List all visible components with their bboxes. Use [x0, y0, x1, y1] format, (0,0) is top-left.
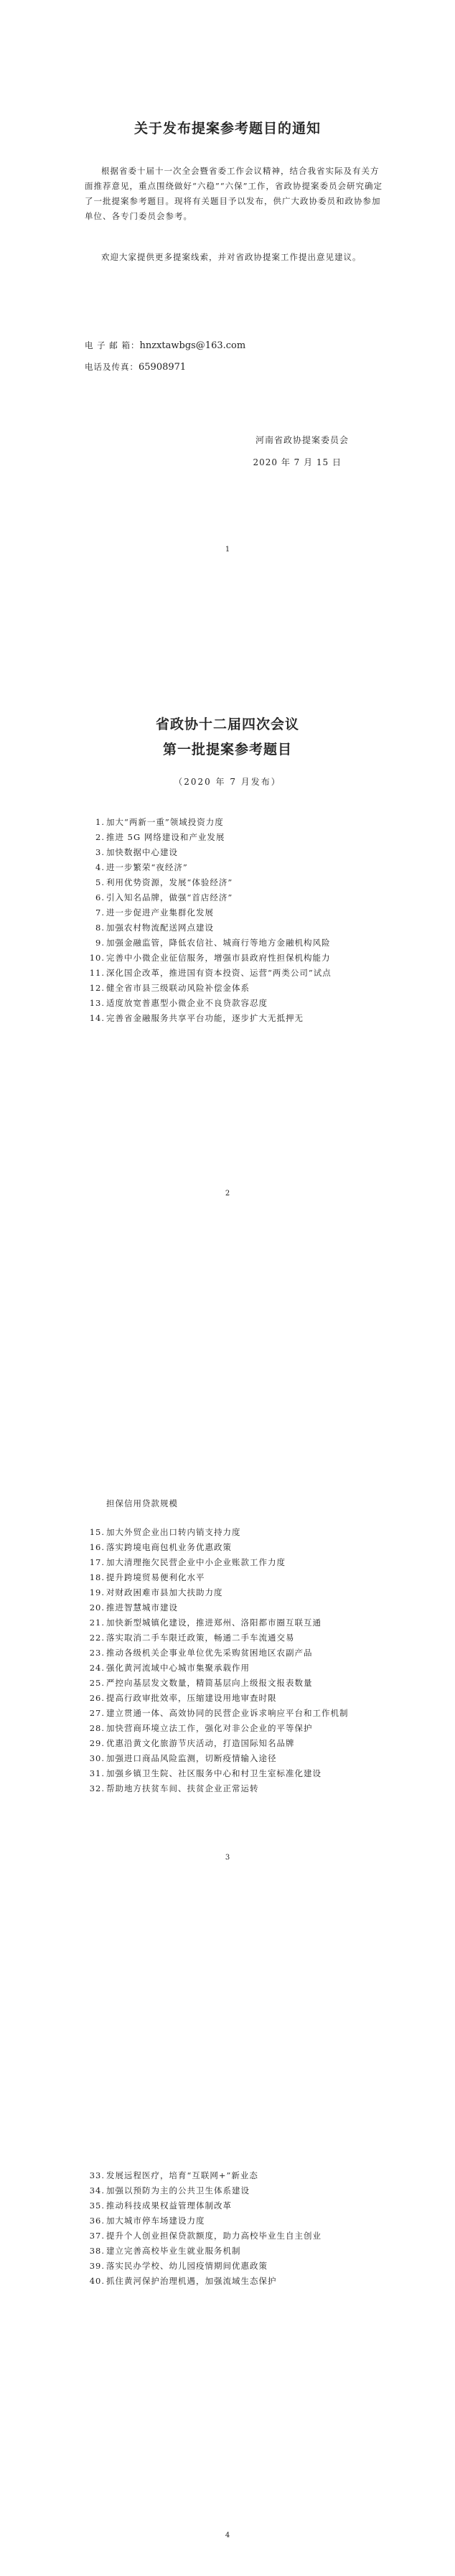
topic-number: 12. [89, 983, 105, 993]
topic-number: 16. [89, 1542, 105, 1552]
topic-item [79, 1585, 388, 1600]
topic-text: 推进 5G 网络建设和产业发展 [106, 832, 225, 842]
topic-item [79, 996, 388, 1011]
topic-text: 落实跨境电商包机业务优惠政策 [106, 1542, 232, 1552]
topic-item [79, 2198, 388, 2213]
notice-title: 关于发布提案参考题目的通知 [133, 121, 321, 136]
topic-text: 进一步促进产业集群化发展 [106, 907, 214, 918]
topic-item [79, 1661, 388, 1676]
topic-text: 加强进口商品风险监测，切断疫情输入途径 [106, 1753, 277, 1763]
topic-item [79, 905, 388, 920]
topic-item [79, 1676, 388, 1691]
topic-text: 抓住黄河保护治理机遇，加强流域生态保护 [106, 2276, 277, 2286]
topic-text: 加强以预防为主的公共卫生体系建设 [106, 2185, 250, 2195]
topic-item [79, 1630, 388, 1646]
phone-value: 65908971 [139, 362, 187, 373]
topic-text: 强化黄河流域中心城市集聚承载作用 [106, 1663, 250, 1673]
page-number: 3 [225, 1854, 230, 1862]
topic-item [79, 2259, 388, 2274]
email-line [85, 340, 245, 351]
topic-item [79, 815, 388, 830]
phone-label: 电话及传真： [85, 362, 139, 372]
topic-list-section [79, 1525, 388, 1796]
topic-text: 加大外贸企业出口转内销支持力度 [106, 1527, 241, 1537]
topic-list-section [79, 815, 388, 1026]
topic-number: 29. [89, 1738, 105, 1748]
topic-text: 严控向基层发文数量，精简基层向上级报文报表数量 [106, 1678, 313, 1688]
topic-item [79, 1011, 388, 1026]
topic-number: 35. [89, 2201, 105, 2211]
topic-item [79, 2183, 388, 2198]
topic-number: 30. [89, 1753, 105, 1763]
topic-text: 完善中小微企业征信服务，增强市县政府性担保机构能力 [106, 953, 331, 963]
topic-number: 6. [95, 892, 105, 902]
topic-number: 5. [95, 877, 105, 887]
topic-number: 22. [89, 1633, 105, 1643]
topic-item [79, 1766, 388, 1781]
topic-item [79, 2274, 388, 2289]
topic-item [79, 966, 388, 981]
topic-text: 加强金融监管，降低农信社、城商行等地方金融机构风险 [106, 938, 331, 948]
topic-text: 加强农村物流配送网点建设 [106, 923, 214, 933]
notice-intro-paragraph: 根据省委十届十一次全会暨省委工作会议精神，结合我省实际及有关方面推荐意见，重点围绕做好“六稳”“六保”工作，省政协提案委员会研究确定了一批提案参考题目。现将有关题目予以发布，供广大政协委员和政协参加单位、各专门委员会参考。 [85, 166, 383, 221]
topic-number: 23. [89, 1648, 105, 1658]
topic-number: 4. [95, 862, 105, 872]
topic-number: 11. [89, 968, 105, 978]
signature-org: 河南省政协提案委员会 [255, 435, 349, 445]
topic-item [79, 2168, 388, 2183]
page-number: 2 [225, 1190, 230, 1198]
email-label: 电 子 邮 箱： [85, 340, 140, 350]
topic-number: 24. [89, 1663, 105, 1673]
topic-item [79, 1525, 388, 1540]
topic-number: 34. [89, 2185, 105, 2195]
topic-text: 进一步繁荣“夜经济” [106, 862, 188, 872]
topic-text: 提升个人创业担保贷款额度，助力高校毕业生自主创业 [106, 2231, 322, 2241]
topic-text: 利用优势资源，发展“体验经济” [106, 877, 233, 887]
topic-number: 19. [89, 1587, 105, 1597]
topic-text: 加快新型城镇化建设，推进郑州、洛阳都市圈互联互通 [106, 1618, 322, 1628]
topic-item [79, 1615, 388, 1630]
topic-text: 落实民办学校、幼儿园疫情期间优惠政策 [106, 2261, 268, 2271]
topic-item [79, 1751, 388, 1766]
topic-text: 发展远程医疗，培育“互联网+”新业态 [106, 2170, 258, 2180]
topic-number: 39. [89, 2261, 105, 2271]
topic-item [79, 1600, 388, 1615]
topic-list-title-line2: 第一批提案参考题目 [162, 742, 292, 757]
email-value[interactable]: hnzxtawbgs@163.com [139, 340, 246, 351]
topic-item [79, 830, 388, 845]
topic-number: 10. [89, 953, 105, 963]
phone-line [85, 361, 186, 373]
topic-item [79, 1736, 388, 1751]
topic-text: 深化国企改革，推进国有资本投资、运营“两类公司”试点 [106, 968, 332, 978]
topic-number: 31. [89, 1768, 105, 1778]
topic-number: 7. [95, 907, 105, 918]
topic-text: 落实取消二手车限迁政策，畅通二手车流通交易 [106, 1633, 295, 1643]
topic-number: 1. [95, 817, 105, 827]
topic-item [79, 860, 388, 875]
topic-number: 21. [89, 1618, 105, 1628]
topic-text: 健全省市县三级联动风险补偿金体系 [106, 983, 250, 993]
topic-item [79, 845, 388, 860]
topic-text: 加快数据中心建设 [106, 847, 178, 857]
topic-text: 优惠沿黄文化旅游节庆活动，打造国际知名品牌 [106, 1738, 295, 1748]
topic-number: 37. [89, 2231, 105, 2241]
topic-item [79, 1555, 388, 1570]
topic-item [79, 1691, 388, 1706]
topic-item [79, 2229, 388, 2244]
topic-text: 提升跨境贸易便利化水平 [106, 1572, 205, 1582]
notice-page [0, 0, 455, 644]
topic-text: 加大城市停车场建设力度 [106, 2216, 205, 2226]
notice-feedback-paragraph: 欢迎大家提供更多提案线索，并对省政协提案工作提出意见建议。 [101, 252, 362, 262]
topic-text: 推进智慧城市建设 [106, 1602, 178, 1613]
topic-item [79, 951, 388, 966]
topic-item [79, 890, 388, 905]
topic-item [79, 920, 388, 935]
topic-text: 适度放宽普惠型小微企业不良贷款容忍度 [106, 998, 268, 1008]
topic-list-subtitle: （2020 年 7 月发布） [174, 777, 281, 787]
topic-number: 2. [95, 832, 105, 842]
topic-item [79, 1646, 388, 1661]
topic-item [79, 2213, 388, 2229]
topic-number: 36. [89, 2216, 105, 2226]
topic-number: 14. [89, 1013, 105, 1023]
topic-number: 17. [89, 1557, 105, 1567]
topic-number: 40. [89, 2276, 105, 2286]
topic-number: 26. [89, 1693, 105, 1703]
topic-number: 38. [89, 2246, 105, 2256]
topic-text: 建立贯通一体、高效协同的民营企业诉求响应平台和工作机制 [106, 1708, 349, 1718]
topic-list-title-line1: 省政协十二届四次会议 [155, 717, 299, 732]
topic-item [79, 1540, 388, 1555]
topic-number: 8. [95, 923, 105, 933]
topic-continuation-text: 担保信用贷款规模 [106, 1498, 178, 1508]
topic-list-section [79, 2168, 388, 2289]
topic-text: 加大清理拖欠民营企业中小企业账款工作力度 [106, 1557, 286, 1567]
topic-text: 对财政困难市县加大扶助力度 [106, 1587, 223, 1597]
topic-number: 13. [89, 998, 105, 1008]
topic-number: 20. [89, 1602, 105, 1613]
topic-text: 推动科技成果权益管理体制改革 [106, 2201, 232, 2211]
topic-text: 推动各级机关企事业单位优先采购贫困地区农副产品 [106, 1648, 313, 1658]
topic-number: 33. [89, 2170, 105, 2180]
topic-text: 建立完善高校毕业生就业服务机制 [106, 2246, 241, 2256]
topic-number: 27. [89, 1708, 105, 1718]
topic-number: 15. [89, 1527, 105, 1537]
topic-item [79, 981, 388, 996]
topic-text: 加大“两新一重”领域投资力度 [106, 817, 224, 827]
topic-text: 完善省金融服务共享平台功能，逐步扩大无抵押无 [106, 1013, 304, 1023]
topic-item [79, 2244, 388, 2259]
topic-item [79, 935, 388, 951]
topic-text: 提高行政审批效率，压缩建设用地审查时限 [106, 1693, 277, 1703]
topic-number: 3. [95, 847, 105, 857]
topic-item [79, 1781, 388, 1796]
topic-number: 25. [89, 1678, 105, 1688]
topic-item [79, 1570, 388, 1585]
topic-text: 帮助地方扶贫车间、扶贫企业正常运转 [106, 1783, 259, 1793]
page-number: 1 [225, 546, 230, 554]
page-number: 4 [225, 2531, 230, 2539]
topic-number: 28. [89, 1723, 105, 1733]
signature-date: 2020 年 7 月 15 日 [253, 457, 342, 467]
topic-number: 18. [89, 1572, 105, 1582]
topic-text: 加快营商环境立法工作，强化对非公企业的平等保护 [106, 1723, 313, 1733]
topic-item [79, 875, 388, 890]
topic-item [79, 1706, 388, 1721]
topic-item [79, 1721, 388, 1736]
topic-number: 9. [95, 938, 105, 948]
topic-text: 引入知名品牌，做强“首店经济” [106, 892, 233, 902]
topic-text: 加强乡镇卫生院、社区服务中心和村卫生室标准化建设 [106, 1768, 322, 1778]
topic-number: 32. [89, 1783, 105, 1793]
